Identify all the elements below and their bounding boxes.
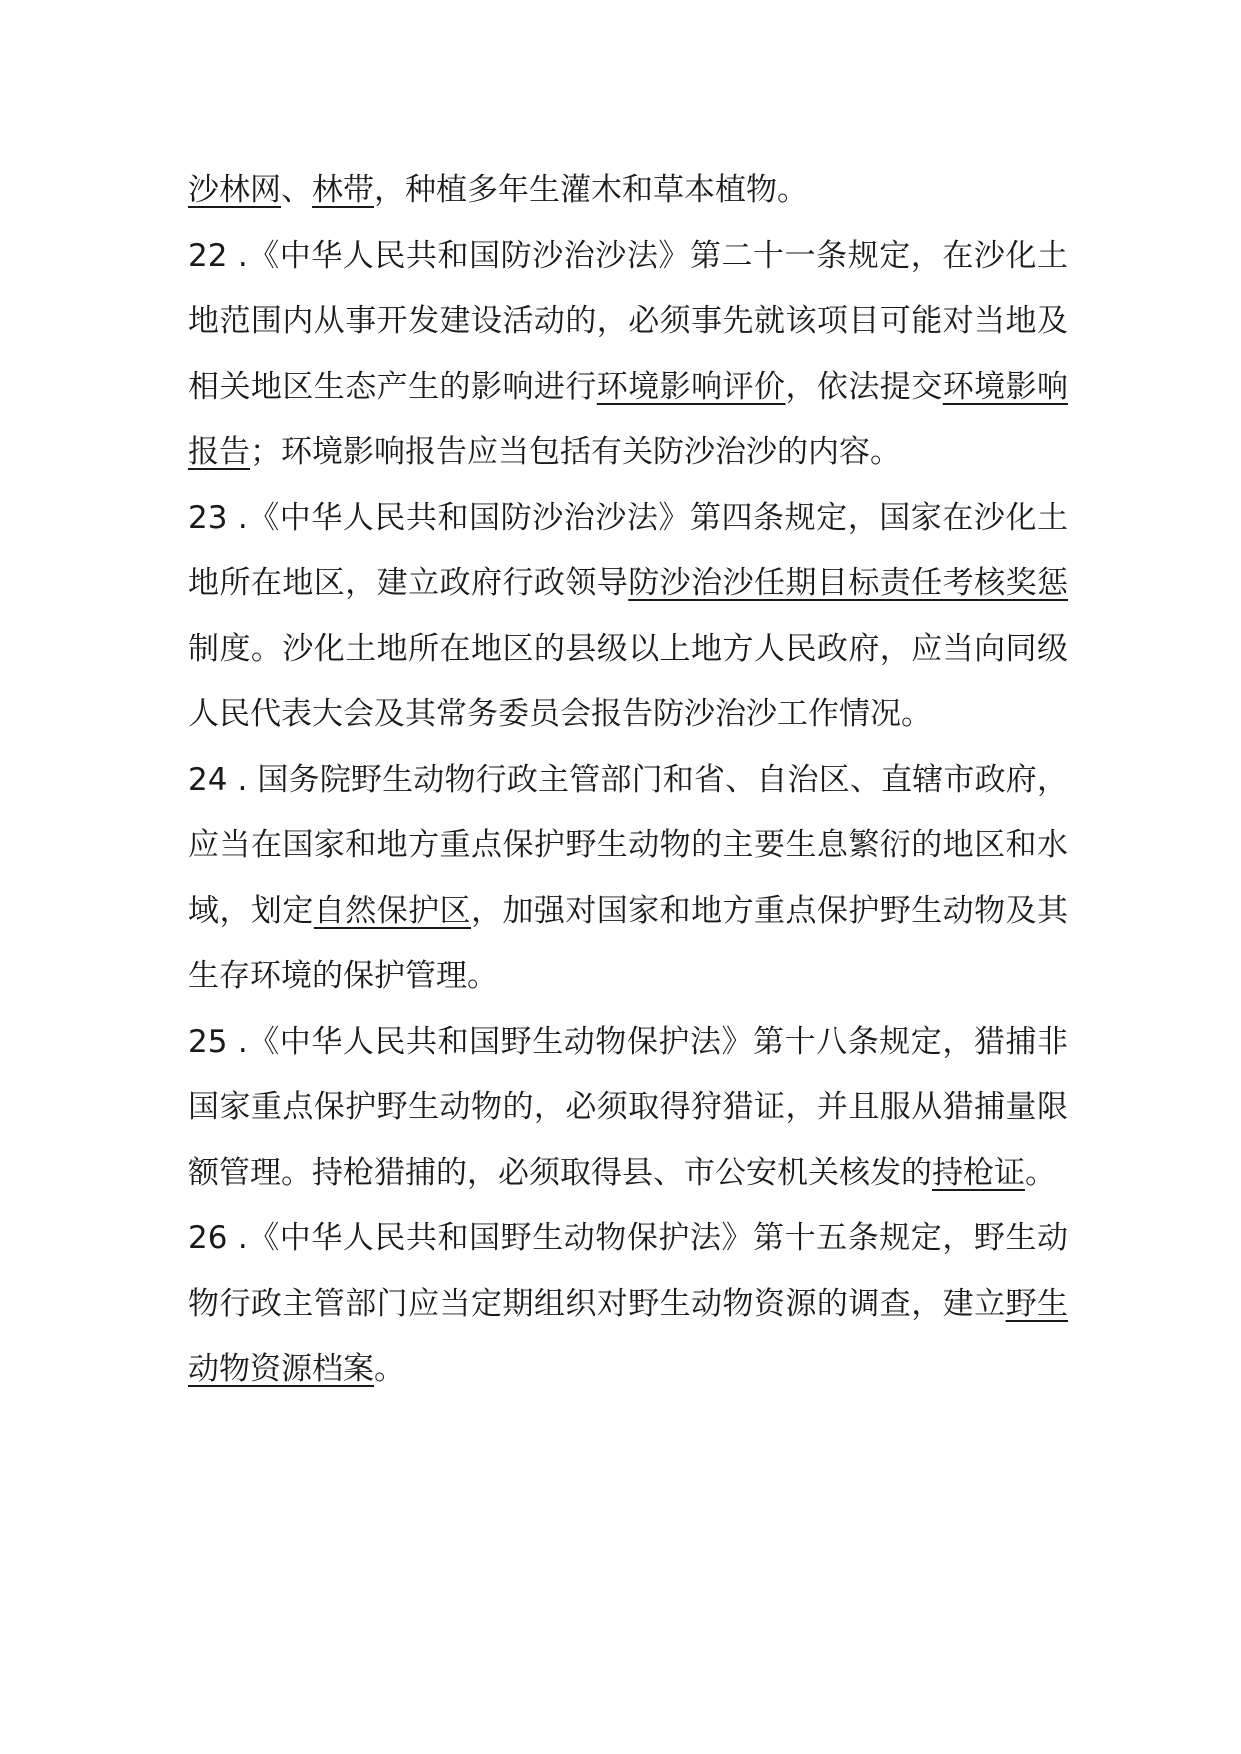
text-segment: 。 — [374, 1351, 405, 1387]
paragraph-23 — [188, 486, 1068, 748]
underlined-term: 自然保护区 — [313, 892, 472, 929]
text-segment: 26 .《中华人民共和国野生动物保护法》第十五条规定，野生动物行政主管部门应当定期组织对野生动物资源的调查，建立 — [188, 1220, 1068, 1322]
text-segment: 制度。沙化土地所在地区的县级以上地方人民政府，应当向同级人民代表大会及其常务委员会报告防沙治沙工作情况。 — [188, 630, 1068, 732]
text-segment: ，种植多年生灌木和草本植物。 — [374, 172, 808, 208]
underlined-term: 环境影响报告 — [188, 368, 1069, 470]
paragraph-24 — [188, 748, 1068, 1010]
text-segment: 。 — [1025, 1154, 1056, 1191]
underlined-term: 防沙治沙任期目标责任考核奖惩 — [628, 565, 1069, 601]
paragraph-25 — [188, 1010, 1068, 1207]
paragraph-22 — [188, 224, 1068, 486]
underlined-term: 持枪证 — [932, 1154, 1025, 1191]
text-segment: 25 .《中华人民共和国野生动物保护法》第十八条规定，猎捕非国家重点保护野生动物的，必须取得狩猎证，并且服从猎捕量限额管理。持枪猎捕的，必须取得县、市公安机关核发的 — [188, 1023, 1068, 1191]
underlined-term: 林带 — [312, 172, 374, 208]
text-segment: 23 .《中华人民共和国防沙治沙法》第四条规定，国家在沙化土地所在地区，建立政府行政领导 — [188, 499, 1068, 601]
underlined-term: 野生动物资源档案 — [188, 1285, 1069, 1387]
text-segment: 24 . 国务院野生动物行政主管部门和省、自治区、直辖市政府，应当在国家和地方重点保护野生动物的主要生息繁衍的地区和水域，划定 — [188, 761, 1068, 929]
text-segment: ，依法提交 — [785, 368, 943, 405]
underlined-term: 环境影响评价 — [596, 368, 786, 405]
document-page — [188, 158, 1068, 1403]
paragraph-21-continuation — [188, 158, 1068, 224]
text-segment: 22 .《中华人民共和国防沙治沙法》第二十一条规定，在沙化土地范围内从事开发建设活动的，必须事先就该项目可能对当地及相关地区生态产生的影响进行 — [188, 237, 1068, 405]
underlined-term: 沙林网 — [188, 172, 281, 208]
text-segment: 、 — [281, 172, 312, 208]
paragraph-26 — [188, 1206, 1068, 1403]
text-segment: ，加强对国家和地方重点保护野生动物及其生存环境的保护管理。 — [188, 892, 1069, 994]
text-segment: ；环境影响报告应当包括有关防沙治沙的内容。 — [250, 434, 901, 470]
